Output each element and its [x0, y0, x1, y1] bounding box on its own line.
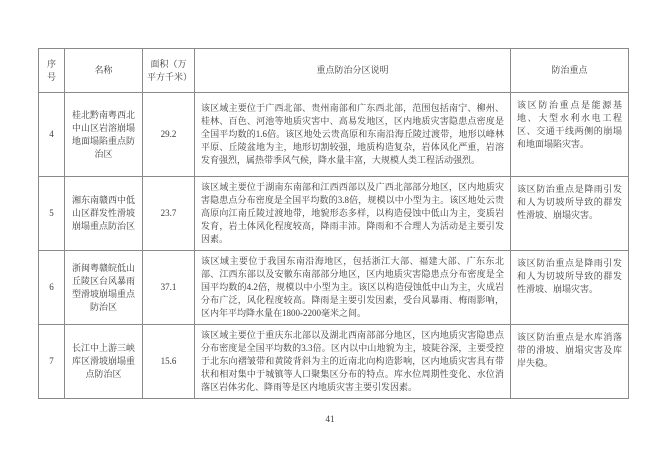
zone-focus: 该区防治重点是降雨引发和人为切坡所导致的群发性滑坡、崩塌灾害。	[511, 177, 629, 251]
zone-description: 该区域主要位于湖南东南部和江西西部以及广西北部部分地区，区内地质灾害隐患点分布密度是全国平均数的3.8倍，规模以中小型为主。该区地处云贵高原向江南丘陵过渡地带，地貌形态多样，以构造侵蚀中低山为主，变质岩发育，岩土体风化程度较高，降雨丰沛。降雨和不合理人为活动是主要引发因素。	[195, 177, 511, 251]
zone-name: 桂北黔南粤西北中山区岩溶崩塌地面塌陷重点防治区	[65, 93, 143, 177]
col-header-area: 面积（万平方千米）	[143, 49, 195, 93]
col-header-index: 序号	[39, 49, 65, 93]
table-row	[39, 93, 629, 177]
zone-name: 湘东南赣西中低山区群发性滑坡崩塌重点防治区	[65, 177, 143, 251]
zone-description: 该区域主要位于我国东南沿海地区，包括浙江大部、福建大部、广东东北部、江西东部以及安徽东南部部分地区，区内地质灾害隐患点分布密度是全国平均数的4.2倍，规模以中小型为主。该区以构造侵蚀低中山为主，火成岩分布广泛，风化程度较高。降雨是主要引发因素，受台风暴雨、梅雨影响，区内年平均降水量在1800-2200毫米之间。	[195, 251, 511, 325]
zone-description: 该区域主要位于广西北部、贵州南部和广东西北部，范围包括南宁、柳州、桂林、百色、河池等地质灾害中、高易发地区，区内地质灾害隐患点密度是全国平均数的1.6倍。该区地处云贵高原和东南沿海丘陵过渡带，地形以峰林平原、丘陵盆地为主，地形切割较强，地质构造复杂，岩体风化严重，岩溶发育强烈，属热带季风气候，降水量丰富，大规模人类工程活动强烈。	[195, 93, 511, 177]
zone-name: 浙闽粤赣皖低山丘陵区台风暴雨型滑坡崩塌重点防治区	[65, 251, 143, 325]
zone-focus: 该区防治重点是降雨引发和人为切坡所导致的群发性滑坡、崩塌灾害。	[511, 251, 629, 325]
prevention-zones-table	[38, 48, 629, 399]
row-index: 4	[39, 93, 65, 177]
table-row	[39, 325, 629, 399]
zone-area: 23.7	[143, 177, 195, 251]
zone-name: 长江中上游三峡库区滑坡崩塌重点防治区	[65, 325, 143, 399]
table-row	[39, 177, 629, 251]
row-index: 6	[39, 251, 65, 325]
zone-focus: 该区防治重点是水库消落带的滑坡、崩塌灾害及库岸失稳。	[511, 325, 629, 399]
zone-area: 37.1	[143, 251, 195, 325]
table-header-row	[39, 49, 629, 93]
page-number: 41	[325, 414, 335, 424]
row-index: 5	[39, 177, 65, 251]
col-header-name: 名称	[65, 49, 143, 93]
zone-description: 该区域主要位于重庆东北部以及湖北西南部部分地区，区内地质灾害隐患点分布密度是全国平均数的3.3倍。区内以中山地貌为主，坡陡谷深，主要受控于北东向褶皱带和黄陵背斜为主的近南北向构造影响，区内地质灾害具有带状和相对集中于城镇等人口聚集区分布的特点。库水位周期性变化、水位消落区岩体劣化、降雨等是区内地质灾害主要引发因素。	[195, 325, 511, 399]
row-index: 7	[39, 325, 65, 399]
zone-area: 15.6	[143, 325, 195, 399]
table-row	[39, 251, 629, 325]
zone-focus: 该区防治重点是能源基地、大型水利水电工程区、交通干线两侧的崩塌和地面塌陷灾害。	[511, 93, 629, 177]
col-header-description: 重点防治分区说明	[195, 49, 511, 93]
col-header-focus: 防治重点	[511, 49, 629, 93]
zone-area: 29.2	[143, 93, 195, 177]
